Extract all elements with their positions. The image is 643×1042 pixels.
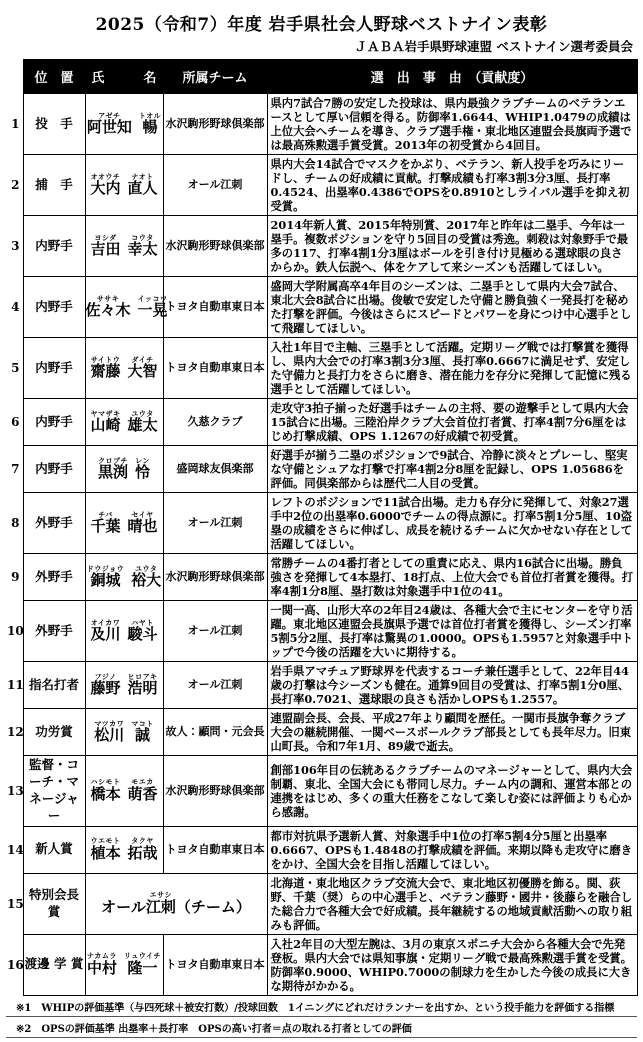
name-segment (128, 778, 158, 803)
selection-reason-cell: 2014年新人賞、2015年特別賞、2017年と昨年は二塁手、今年は一塁手。複数ポジションを守り5回目の受賞は秀逸。刺殺は対象野手で最多の117、打率4割1分3厘はボールを引き付け見極める選球眼の良さからか。鉄人伝説へ、体をケアして来シーズンも活躍してほしい。 (267, 216, 637, 277)
header-team: 所属チーム (163, 60, 267, 94)
furigana: ダイチ (131, 354, 154, 364)
name-text: 隆一 (127, 958, 158, 977)
row-number: 3 (6, 216, 23, 277)
furigana: ヒロアキ (127, 671, 158, 681)
selection-reason-cell: 常勝チームの4番打者としての重責に応え、県内16試合に出場。勝負強さを発揮して4本塁打、18打点、上位大会でも首位打者賞を獲得。打率4割1分8厘、塁打数は対象選手中1位の41。 (267, 554, 637, 601)
selection-reason-cell: 入社2年目の大型左腕は、3月の東京スポニチ大会から各種大会で先発登板。県内大会では県知事旗・定期リーグ戦で最高殊勲選手賞を受賞。防御率0.9000、WHIP0.7000の制球力を生かした今後の成長に大きな期待がかかる。 (267, 934, 637, 995)
selection-reason-cell: 都市対抗県予選新人賞、対象選手中1位の打率5割4分5厘と出塁率0.6667、OPSも1.4848の打撃成績を評価。来期以降も走攻守に磨きをかけ、全国大会を目指し活躍してほしい。 (267, 826, 637, 873)
row-number: 5 (6, 338, 23, 399)
name-segment (124, 952, 161, 977)
name-segment (139, 112, 161, 137)
name-text: 拓哉 (127, 843, 158, 862)
team-cell: トヨタ自動車東日本 (163, 338, 267, 399)
name-text: 晴也 (127, 517, 158, 536)
furigana: モエカ (131, 777, 154, 787)
row-number: 7 (6, 446, 23, 493)
furigana: コウタ (131, 232, 154, 242)
header-gutter (6, 60, 23, 94)
name-segment (135, 457, 150, 482)
player-name-cell (85, 155, 163, 216)
player-name-cell (85, 709, 163, 756)
team-cell: 水沢駒形野球倶楽部 (163, 94, 267, 155)
name-text: 黒渕 (97, 463, 128, 482)
table-row (6, 873, 637, 934)
name-text: 橋本 (90, 784, 121, 803)
name-segment (128, 673, 158, 698)
name-text: 及川 (90, 625, 121, 644)
position-cell: 内野手 (23, 277, 85, 338)
name-segment (128, 410, 158, 435)
table-row (6, 709, 637, 756)
position-cell: 内野手 (23, 338, 85, 399)
row-number: 10 (6, 601, 23, 662)
position-cell: 捕 手 (23, 155, 85, 216)
furigana: ナオト (131, 171, 154, 181)
position-cell: 内野手 (23, 216, 85, 277)
table-row (6, 338, 637, 399)
committee-subtitle: ＪＡＢＡ岩手県野球連盟 ベストナイン選考委員会 (354, 39, 633, 54)
table-row (6, 277, 637, 338)
team-cell: 水沢駒形野球倶楽部 (163, 216, 267, 277)
furigana: ヨシダ (94, 232, 117, 242)
furigana: マツカワ (94, 718, 125, 728)
name-text: 浩明 (127, 679, 158, 698)
header-reason: 選 出 事 由 （貢献度） (267, 60, 637, 94)
name-segment (138, 295, 168, 320)
name-text: 佐々木 (85, 301, 131, 320)
selection-reason-cell: 北海道・東北地区クラブ交流大会で、東北地区初優勝を飾る。関、荻野、千葉（奨）らの中心選手と、ベテラン藤野・國井・後藤らを融合した総合力で各種大会で好成績。長年継続するの地域貢献活動への取り組みも評価。 (267, 873, 637, 934)
name-segment (98, 457, 128, 482)
furigana: オオウチ (90, 171, 121, 181)
table-row (6, 94, 637, 155)
furigana: ハヤト (131, 617, 154, 627)
position-cell: 功労賞 (23, 709, 85, 756)
name-segment (90, 234, 120, 259)
team-cell: 久慈クラブ (163, 399, 267, 446)
name-segment (176, 891, 251, 916)
name-segment (90, 673, 120, 698)
selection-reason-cell: 創部106年目の伝統あるクラブチームのマネージャーとして、県内大会制覇、東北、全国大会にも帯同し尽力。チーム内の調和、運営本部との連携をはじめ、多くの重大任務をこなして楽しむ姿には評価よりも心から感謝。 (267, 756, 637, 827)
name-text: 裕大 (131, 571, 162, 590)
team-cell: 故人：顧問・元会長 (163, 709, 267, 756)
name-text: 大内 (90, 179, 121, 198)
row-number: 12 (6, 709, 23, 756)
row-number: 13 (6, 756, 23, 827)
name-text: 直人 (127, 179, 158, 198)
name-segment (128, 511, 158, 536)
player-name-cell (85, 934, 163, 995)
table-row (6, 399, 637, 446)
table-row (6, 155, 637, 216)
name-segment (90, 837, 120, 862)
name-segment (128, 837, 158, 862)
name-text: オール (101, 897, 146, 916)
name-segment (128, 234, 158, 259)
furigana: エサシ (149, 890, 173, 900)
position-cell: 外野手 (23, 554, 85, 601)
selection-reason-cell: 入社1年目で主軸、三塁手として活躍。定期リーグ戦では打撃賞を獲得し、県内大会での打率3割3分3厘、長打率0.6667に満足せず、安定した守備力と長打力をさらに磨き、潜在能力を存分に発揮して記憶に残る選手として活躍してほしい。 (267, 338, 637, 399)
furigana: トオル (138, 110, 162, 120)
player-name-cell (85, 756, 163, 827)
name-text: 銅城 (90, 571, 121, 590)
table-row (6, 554, 637, 601)
position-cell: 渡邊 学 賞 (23, 934, 85, 995)
table-row (6, 826, 637, 873)
name-segment (131, 565, 161, 590)
name-segment (90, 356, 120, 381)
name-segment (146, 891, 176, 916)
name-segment (128, 619, 158, 644)
table-body (6, 94, 637, 996)
furigana: セイヤ (131, 509, 154, 519)
row-number: 11 (6, 662, 23, 709)
selection-reason-cell: 一関一高、山形大卒の2年目24歳は、各種大会で主にセンターを守り活躍。東北地区連盟会長旗県予選では首位打者賞を獲得し、シーズン打率5割5分2厘、長打率は驚異の1.0000。OPSも1.5957と対象選手中トップで今後の活躍を大いに期待する。 (267, 601, 637, 662)
row-number: 15 (6, 873, 23, 934)
name-text: 萌香 (127, 784, 158, 803)
furigana: オイカワ (90, 617, 121, 627)
furigana: ハシモト (90, 777, 121, 787)
name-text: 江刺 (145, 897, 176, 916)
table-row (6, 662, 637, 709)
table-row (6, 756, 637, 827)
player-name-cell (85, 873, 267, 934)
position-cell: 指名打者 (23, 662, 85, 709)
awards-table (6, 59, 638, 996)
name-text: 藤野 (90, 679, 121, 698)
furigana: ユウタ (131, 408, 154, 418)
furigana: ドウジョウ (86, 563, 125, 573)
furigana: チバ (98, 509, 113, 519)
table-row (6, 934, 637, 995)
team-cell: トヨタ自動車東日本 (163, 826, 267, 873)
player-name-cell (85, 826, 163, 873)
row-number: 6 (6, 399, 23, 446)
name-segment (86, 295, 131, 320)
player-name-cell (85, 554, 163, 601)
team-cell: 水沢駒形野球倶楽部 (163, 756, 267, 827)
row-number: 2 (6, 155, 23, 216)
name-text: 吉田 (90, 240, 121, 259)
table-row (6, 216, 637, 277)
team-cell: オール江刺 (163, 662, 267, 709)
furigana: サイトウ (90, 354, 121, 364)
table-row (6, 446, 637, 493)
name-text: 松川 (94, 726, 125, 745)
player-name-cell (85, 94, 163, 155)
furigana: フジノ (94, 671, 117, 681)
footnote-ops: ※2 OPSの評価基準 出塁率＋長打率 OPSの高い打者＝点の取れる打者としての評価 (6, 1017, 637, 1038)
name-text: 大智 (127, 362, 158, 381)
team-cell: トヨタ自動車東日本 (163, 934, 267, 995)
name-text: 山崎 (90, 416, 121, 435)
name-text: 雄太 (127, 416, 158, 435)
name-segment (90, 410, 120, 435)
position-cell: 監督・コーチ・マネージャー (23, 756, 85, 827)
furigana: ナカムラ (87, 951, 117, 961)
name-segment (90, 511, 120, 536)
name-segment (90, 173, 120, 198)
team-cell: オール江刺 (163, 493, 267, 554)
furigana: ヤマザキ (90, 408, 121, 418)
name-segment (87, 565, 124, 590)
name-text: （チーム） (175, 897, 251, 916)
footnote-whip: ※1 WHIPの評価基準（与四死球＋被安打数）/投球回数 1イニングにどれだけランナーを出すか、という投手能力を評価する指標 (6, 996, 637, 1017)
furigana: レン (135, 455, 150, 465)
player-name-cell (85, 399, 163, 446)
selection-reason-cell: 県内7試合7勝の安定した投球は、県内最強クラブチームのベテランエースとして厚い信頼を得る。防御率1.6644、WHIP1.0479の成績は上位大会へチームを導き、クラブ選手権・東北地区連盟会長旗両予選では最高殊勲選手賞受賞。2013年の初受賞から4回目。 (267, 94, 637, 155)
selection-reason-cell: 好選手が揃う二塁のポジションで9試合、冷静に淡々とプレーし、堅実な守備とシュアな打撃で打率4割2分8厘を記録し、OPS 1.05686を評価。同倶楽部からは歴代二人目の受賞。 (267, 446, 637, 493)
name-text: 齋藤 (90, 362, 121, 381)
name-text: 幸太 (127, 240, 158, 259)
header-name: 氏 名 (85, 60, 163, 94)
furigana: ササキ (96, 293, 120, 303)
furigana: ユウタ (134, 563, 158, 573)
team-cell: 水沢駒形野球倶楽部 (163, 554, 267, 601)
position-cell: 外野手 (23, 493, 85, 554)
furigana: マコト (131, 718, 154, 728)
name-segment (87, 112, 132, 137)
row-number: 14 (6, 826, 23, 873)
selection-reason-cell: 盛岡大学附属高卒4年目のシーズンは、二塁手として県内大会7試合、東北大会8試合に出場。俊敏で安定した守備と勝負強く一発長打を秘めた打撃を評価。今後はさらにスピードとパワーを身につけ中心選手として飛躍してほしい。 (267, 277, 637, 338)
team-cell: トヨタ自動車東日本 (163, 277, 267, 338)
name-text: 植本 (90, 843, 121, 862)
name-segment (101, 891, 146, 916)
name-text: 駿斗 (127, 625, 158, 644)
furigana: クロブチ (97, 455, 128, 465)
row-number: 8 (6, 493, 23, 554)
position-cell: 外野手 (23, 601, 85, 662)
name-text: 暢 (142, 118, 158, 137)
selection-reason-cell: 走攻守3拍子揃った好選手はチームの主将、要の遊撃手として県内大会15試合に出場。三陸沿岸クラブ大会首位打者賞、打率4割7分6厘をはじめ打撃成績、OPS 1.1267の好成績で初受賞。 (267, 399, 637, 446)
furigana: リュウイチ (123, 951, 162, 961)
table-row (6, 493, 637, 554)
player-name-cell (85, 662, 163, 709)
row-number: 1 (6, 94, 23, 155)
position-cell: 内野手 (23, 446, 85, 493)
selection-reason-cell: レフトのポジションで11試合出場。走力も存分に発揮して、対象27選手中2位の出塁率0.6000でチームの得点源に。打率5割1分5厘、10盗塁の成績をさらに伸ばし、成長を続けるチームに欠かせない存在として活躍してほしい。 (267, 493, 637, 554)
row-number: 4 (6, 277, 23, 338)
name-segment (90, 619, 120, 644)
row-number: 9 (6, 554, 23, 601)
position-cell: 特別会長賞 (23, 873, 85, 934)
name-text: 千葉 (90, 517, 121, 536)
team-cell: オール江刺 (163, 601, 267, 662)
header-position: 位 置 (23, 60, 85, 94)
team-cell: オール江刺 (163, 155, 267, 216)
name-segment (131, 720, 154, 745)
furigana: ウエモト (90, 836, 121, 846)
footnotes (6, 996, 637, 1038)
name-text: 阿世知 (86, 118, 132, 137)
selection-reason-cell: 連盟副会長、会長、平成27年より顧問を歴任。一関市長旗争奪クラブ大会の継続開催、一関ベースボールクラブ部長としても長年尽力。旧東山町長。令和7年1月、89歳で逝去。 (267, 709, 637, 756)
player-name-cell (85, 277, 168, 338)
row-number: 16 (6, 934, 23, 995)
position-cell: 投 手 (23, 94, 85, 155)
name-segment (128, 173, 158, 198)
name-text: 怜 (135, 463, 151, 482)
name-text: 一晃 (137, 301, 168, 320)
name-text: 中村 (86, 958, 117, 977)
page-title: 2025（令和7）年度 岩手県社会人野球ベストナイン表彰 (95, 15, 548, 35)
table-header (6, 60, 637, 94)
name-segment (128, 356, 158, 381)
furigana: イッコウ (137, 293, 168, 303)
player-name-cell (85, 601, 163, 662)
furigana: タクヤ (131, 836, 154, 846)
player-name-cell (85, 446, 163, 493)
name-segment (87, 952, 117, 977)
selection-reason-cell: 岩手県アマチュア野球界を代表するコーチ兼任選手として、22年目44歳の打撃は今シーズンも健在。通算9回目の受賞は、打率5割1分0厘、長打率0.7021、選球眼の良さも活かしOPSも1.2557。 (267, 662, 637, 709)
player-name-cell (85, 216, 163, 277)
furigana: アゼチ (98, 110, 121, 120)
team-cell: 盛岡球友倶楽部 (163, 446, 267, 493)
name-segment (94, 720, 124, 745)
player-name-cell (85, 493, 163, 554)
name-text: 誠 (134, 726, 150, 745)
selection-reason-cell: 県内大会14試合でマスクをかぶり、ベテラン、新人投手を巧みにリードし、チームの好成績に貢献。打撃成績も打率3割3分3厘、長打率0.4524、出塁率0.4386でOPSを0.8910としライバル選手を抑え初受賞。 (267, 155, 637, 216)
position-cell: 新人賞 (23, 826, 85, 873)
name-segment (90, 778, 120, 803)
position-cell: 内野手 (23, 399, 85, 446)
table-row (6, 601, 637, 662)
player-name-cell (85, 338, 163, 399)
